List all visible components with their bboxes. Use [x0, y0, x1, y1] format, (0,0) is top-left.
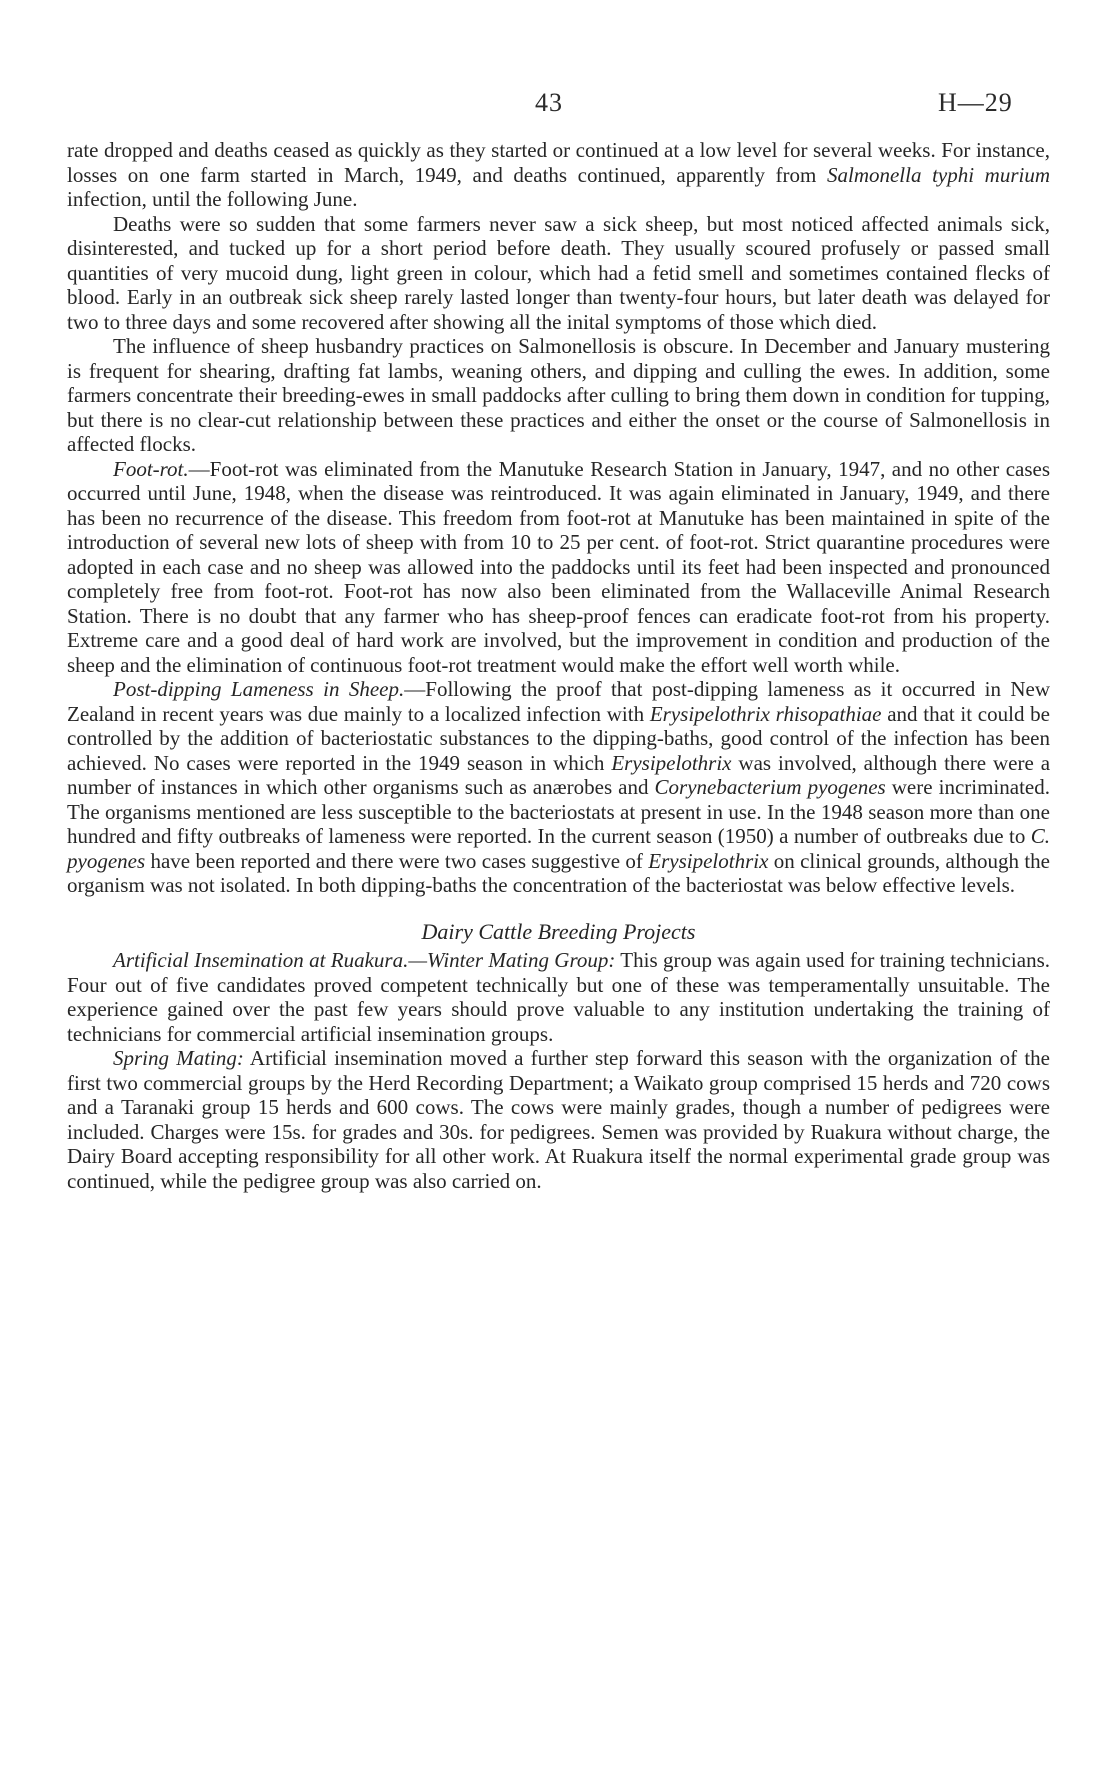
italic-term: Erysipelothrix rhisopathiae: [649, 701, 882, 726]
italic-term: C. pyogenes: [67, 824, 1050, 873]
paragraph-foot-rot: [67, 457, 1050, 678]
paragraph-symptoms: [67, 212, 1050, 335]
run-in-heading: Foot-rot.: [113, 456, 189, 481]
document-reference: H—29: [938, 88, 1013, 117]
paragraph-text: have been reported and there were two cases suggestive of: [145, 848, 649, 873]
paragraph-text: —Foot-rot was eliminated from the Manutuke Research Station in January, 1947, and no other cases occurred until June, 1948, when the disease was reintroduced. It was again eliminated in January, 1949, and there has been no recurrence of the disease. This freedom from foot-rot at Manutuke has been maintained in spite of the introduction of several new lots of sheep with from 10 to 25 per cent. of foot-rot. Strict quarantine procedures were adopted in each case and no sheep was allowed into the paddocks until its feet had been inspected and pronounced completely free from foot-rot. Foot-rot has now also been eliminated from the Wallaceville Animal Research Station. There is no doubt that any farmer who has sheep-proof fences can eradicate foot-rot from his property. Extreme care and a good deal of hard work are involved, but the improvement in condition and production of the sheep and the elimination of continuous foot-rot treatment would make the effort well worth while.: [67, 456, 1050, 677]
paragraph-text: were incriminated. The organisms mentioned are less susceptible to the bacteriostats at present in use. In the 1948 season more than one hundred and fifty outbreaks of lameness were reported. In the current season (1950) a number of outbreaks due to: [67, 775, 1050, 848]
paragraph-salmonella-continuation: [67, 138, 1050, 212]
paragraph-text: rate dropped and deaths ceased as quickly as they started or continued at a low level for several weeks. For instance, losses on one farm started in March, 1949, and deaths continued, apparently from: [67, 138, 1050, 187]
paragraph-post-dipping-lameness: [67, 677, 1050, 898]
paragraph-text: and that it could be controlled by the addition of bacteriostatic substances to the dipping-baths, good control of the infection has been achieved. No cases were reported in the 1949 season in which: [67, 701, 1050, 775]
paragraph-husbandry: [67, 334, 1050, 457]
run-in-heading: Artificial Insemination at Ruakura.—Winter Mating Group:: [113, 948, 616, 972]
italic-term: Salmonella typhi murium: [826, 162, 1050, 187]
paragraph-winter-mating: [67, 948, 1050, 1046]
page-number: 43: [535, 88, 563, 117]
run-in-heading: Spring Mating:: [113, 1046, 244, 1070]
run-in-heading: Post-dipping Lameness in Sheep.: [113, 677, 405, 701]
paragraph-spring-mating: [67, 1046, 1050, 1193]
italic-term: Corynebacterium pyogenes: [654, 775, 886, 799]
section-title: Dairy Cattle Breeding Projects: [421, 918, 696, 944]
body-text: [67, 138, 1050, 1193]
italic-term: Erysipelothrix: [648, 848, 769, 873]
paragraph-text: —Following the proof that post-dipping lameness as it occurred in New Zealand in recent years was due mainly to a localized infection with: [67, 677, 1050, 726]
italic-term: Erysipelothrix: [611, 750, 732, 775]
page-header: [0, 88, 1114, 128]
paragraph-text: was involved, although there were a number of instances in which other organisms such as anærobes and: [67, 750, 1051, 799]
paragraph-text: The influence of sheep husbandry practices on Salmonellosis is obscure. In December and January mustering is frequent for shearing, drafting fat lambs, weaning others, and dipping and culling the ewes. In addition, some farmers concentrate their breeding-ewes in small paddocks after culling to bring them down in condition for tupping, but there is no clear-cut relationship between these practices and either the onset or the course of Salmonellosis in affected flocks.: [67, 334, 1050, 456]
paragraph-text: infection, until the following June.: [67, 187, 358, 211]
paragraph-text: Deaths were so sudden that some farmers never saw a sick sheep, but most noticed affected animals sick, disinterested, and tucked up for a short period before death. They usually scoured profusely or passed small quantities of very mucoid dung, light green in colour, which had a fetid smell and sometimes contained flecks of blood. Early in an outbreak sick sheep rarely lasted longer than twenty-four hours, but later death was delayed for two to three days and some recovered after showing all the inital symptoms of those which died.: [67, 211, 1050, 334]
paragraph-text: on clinical grounds, although the organism was not isolated. In both dipping-baths the concentration of the bacteriostat was below effective levels.: [67, 848, 1050, 897]
paragraph-text: This group was again used for training technicians. Four out of five candidates proved competent technically but one of these was temperamentally unsuitable. The experience gained over the past few years should prove valuable to any institution undertaking the training of technicians for commercial artificial insemination groups.: [67, 948, 1050, 1046]
paragraph-text: Artificial insemination moved a further step forward this season with the organization of the first two commercial groups by the Herd Recording Department; a Waikato group comprised 15 herds and 720 cows and a Taranaki group 15 herds and 600 cows. The cows were mainly grades, though a number of pedigrees were included. Charges were 15s. for grades and 30s. for pedigrees. Semen was provided by Ruakura without charge, the Dairy Board accepting responsibility for all other work. At Ruakura itself the normal experimental grade group was continued, while the pedigree group was also carried on.: [67, 1046, 1050, 1193]
